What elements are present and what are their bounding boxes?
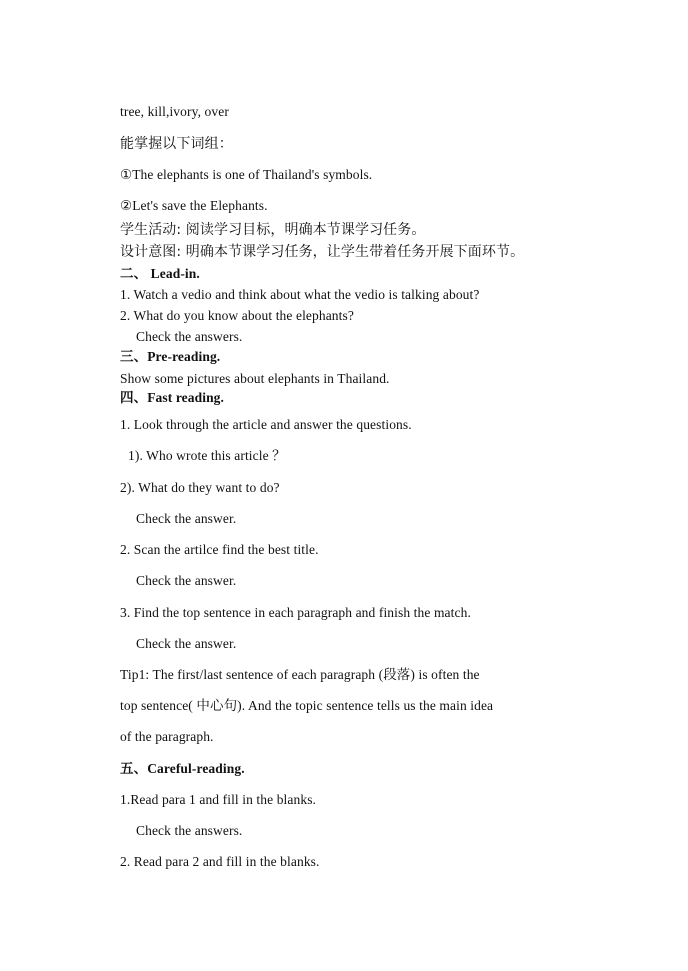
question-1: 1). Who wrote this article ？	[128, 448, 286, 463]
check-answers-text: Check the answers.	[136, 329, 243, 344]
check-answer-text: Check the answer.	[136, 636, 237, 651]
section-fast-reading-heading: 四、Fast reading.	[120, 390, 225, 405]
phrase-2: ②Let's save the Elephants.	[120, 198, 268, 213]
check-answers-text: Check the answers.	[136, 823, 243, 838]
careful-reading-item-2: 2. Read para 2 and fill in the blanks.	[120, 854, 320, 869]
vocab-line: tree, kill,ivory, over	[120, 104, 229, 119]
section-lead-in-heading: 二、 Lead-in.	[120, 266, 200, 281]
phrases-heading: 能掌握以下词组：	[120, 136, 233, 152]
fast-reading-item-1: 1. Look through the article and answer the questions.	[120, 417, 412, 432]
section-pre-reading-heading: 三、Pre-reading.	[120, 349, 221, 364]
student-activity: 学生活动: 阅读学习目标，明确本节课学习任务。	[120, 222, 426, 238]
lead-in-item-2: 2. What do you know about the elephants?	[120, 308, 354, 323]
careful-reading-item-1: 1.Read para 1 and fill in the blanks.	[120, 792, 317, 807]
fast-reading-item-3: 3. Find the top sentence in each paragraph and finish the match.	[120, 605, 471, 620]
tip-line-2: top sentence( 中心句). And the topic sentence tells us the main idea	[120, 698, 494, 713]
check-answer-text: Check the answer.	[136, 573, 237, 588]
check-answer-text: Check the answer.	[136, 511, 237, 526]
fast-reading-item-2: 2. Scan the artilce find the best title.	[120, 542, 319, 557]
design-intent: 设计意图: 明确本节课学习任务，让学生带着任务开展下面环节。	[120, 244, 525, 260]
tip-line-1: Tip1: The first/last sentence of each paragraph (段落) is often the	[120, 667, 480, 682]
phrase-1: ①The elephants is one of Thailand's symbols.	[120, 167, 373, 182]
tip-line-3: of the paragraph.	[120, 729, 214, 744]
question-2: 2). What do they want to do?	[120, 480, 280, 495]
lead-in-item-1: 1. Watch a vedio and think about what the vedio is talking about?	[120, 287, 480, 302]
section-careful-reading-heading: 五、Careful-reading.	[120, 761, 245, 776]
pre-reading-text: Show some pictures about elephants in Thailand.	[120, 371, 390, 386]
